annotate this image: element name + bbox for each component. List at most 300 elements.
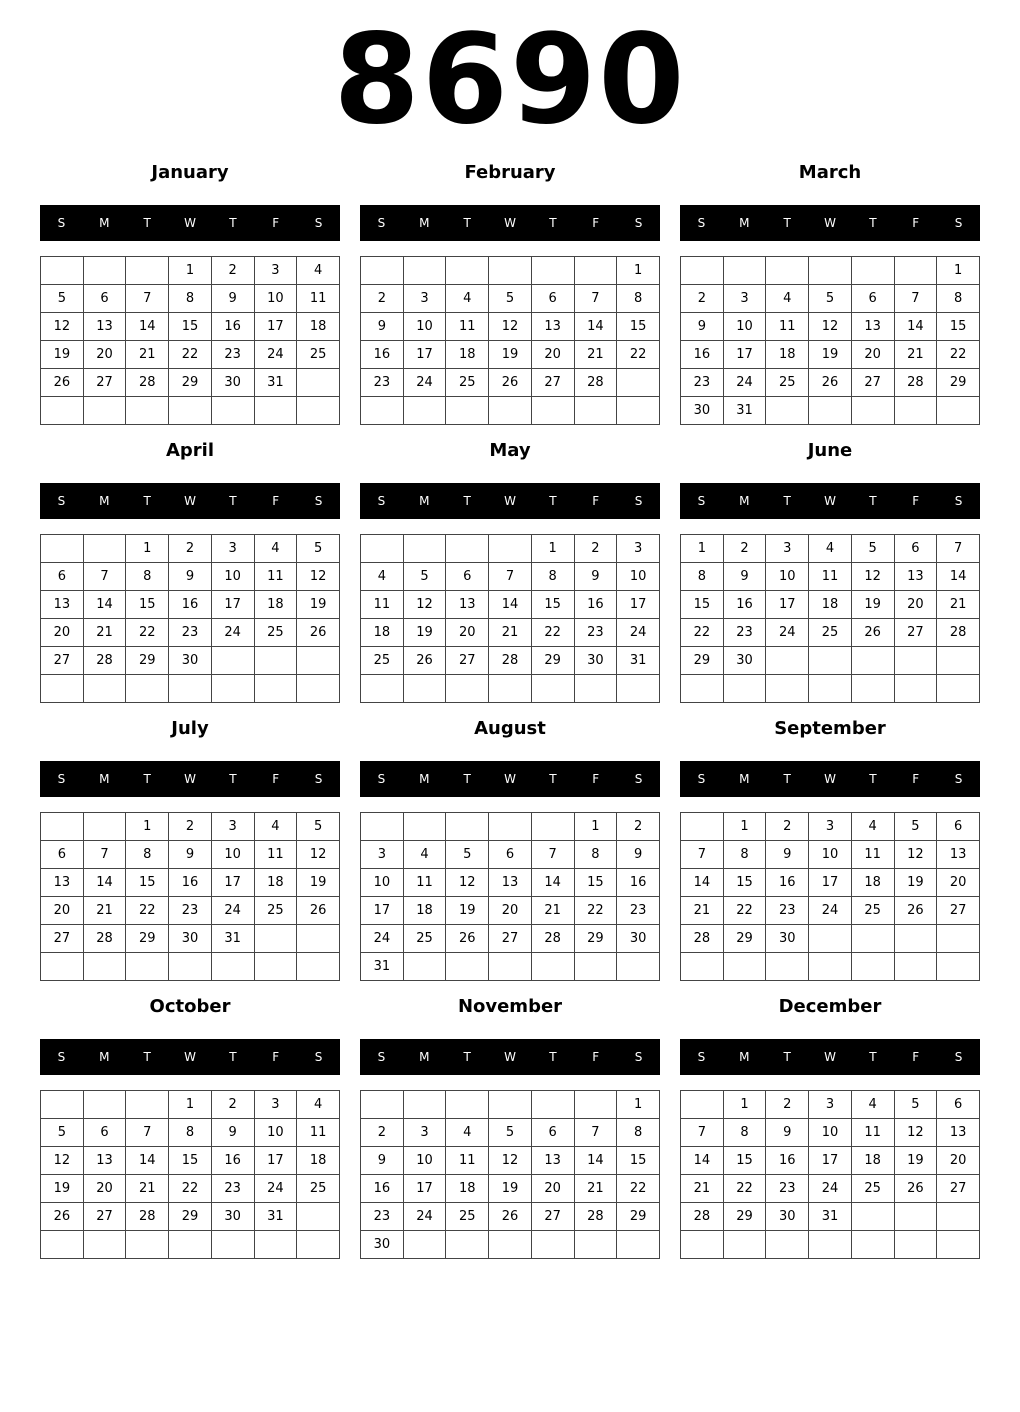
day-cell: 18 [809,591,852,619]
day-cell: 7 [126,285,169,313]
day-cell: 18 [851,1147,894,1175]
day-cell: 23 [681,369,724,397]
day-cell: 11 [297,285,340,313]
day-cell [809,925,852,953]
week-row [361,897,660,925]
day-cell [446,813,489,841]
day-cell: 25 [851,1175,894,1203]
weekday-label: M [739,494,750,508]
day-cell: 23 [617,897,660,925]
day-cell: 13 [83,1147,126,1175]
day-cell: 12 [403,591,446,619]
day-cell: 25 [809,619,852,647]
weekday-label: T [869,772,877,786]
day-cell [766,953,809,981]
weekday-label: M [99,494,110,508]
week-row [681,369,980,397]
day-cell: 21 [681,1175,724,1203]
day-cell: 1 [531,535,574,563]
day-cell [851,925,894,953]
day-cell [894,647,937,675]
day-cell [937,675,980,703]
day-cell: 9 [169,563,212,591]
day-cell: 26 [41,369,84,397]
day-cell: 5 [41,1119,84,1147]
day-cell: 31 [254,1203,297,1231]
day-cell: 28 [681,925,724,953]
day-cell [489,1091,532,1119]
week-row [41,313,340,341]
weekday-label: M [419,494,430,508]
day-cell: 11 [446,1147,489,1175]
weekday-header [680,483,980,519]
day-cell [361,675,404,703]
day-cell: 3 [403,1119,446,1147]
day-cell: 10 [254,1119,297,1147]
week-row [41,563,340,591]
day-cell: 3 [809,813,852,841]
day-cell [83,535,126,563]
day-cell: 17 [361,897,404,925]
day-cell: 1 [681,535,724,563]
day-cell [297,1203,340,1231]
day-cell [766,647,809,675]
day-cell [766,1231,809,1259]
day-cell: 29 [723,925,766,953]
day-cell [766,675,809,703]
day-cell: 8 [937,285,980,313]
day-cell: 3 [211,535,254,563]
week-row [361,813,660,841]
day-cell: 8 [723,841,766,869]
week-row [41,535,340,563]
weekday-label: W [504,494,516,508]
day-cell: 6 [894,535,937,563]
day-cell: 10 [403,1147,446,1175]
day-cell: 3 [254,257,297,285]
day-cell: 10 [766,563,809,591]
day-cell: 28 [681,1203,724,1231]
weekday-header [40,761,340,797]
days-grid [40,256,340,425]
day-cell [169,397,212,425]
day-cell: 21 [531,897,574,925]
day-cell: 9 [211,1119,254,1147]
weekday-label: W [184,1050,196,1064]
day-cell [531,257,574,285]
day-cell [403,535,446,563]
day-cell: 25 [361,647,404,675]
day-cell [531,397,574,425]
day-cell: 22 [723,897,766,925]
day-cell [297,397,340,425]
day-cell [937,953,980,981]
weekday-label: S [314,772,323,786]
day-cell: 21 [83,897,126,925]
day-cell: 21 [126,341,169,369]
day-cell: 4 [297,1091,340,1119]
day-cell: 15 [617,313,660,341]
days-grid [680,256,980,425]
day-cell: 30 [617,925,660,953]
day-cell: 29 [126,647,169,675]
weekday-label: F [592,494,600,508]
weekday-label: W [504,1050,516,1064]
day-cell [851,675,894,703]
weekday-label: T [463,494,471,508]
day-cell: 15 [937,313,980,341]
day-cell [531,1231,574,1259]
week-row [361,619,660,647]
day-cell [254,397,297,425]
day-cell: 8 [681,563,724,591]
day-cell: 11 [254,563,297,591]
weekday-label: S [954,494,963,508]
day-cell [403,1231,446,1259]
day-cell: 6 [937,813,980,841]
day-cell: 19 [446,897,489,925]
day-cell: 22 [723,1175,766,1203]
day-cell: 16 [766,1147,809,1175]
day-cell [361,813,404,841]
weekday-label: F [912,494,920,508]
weekday-label: T [783,494,791,508]
day-cell: 13 [531,313,574,341]
day-cell: 7 [126,1119,169,1147]
day-cell: 16 [211,1147,254,1175]
week-row [681,869,980,897]
month-name: September [774,718,886,739]
day-cell: 13 [851,313,894,341]
day-cell: 29 [723,1203,766,1231]
day-cell: 23 [169,619,212,647]
day-cell: 20 [41,619,84,647]
day-cell: 14 [681,869,724,897]
day-cell: 10 [617,563,660,591]
day-cell: 24 [361,925,404,953]
day-cell: 15 [126,591,169,619]
day-cell: 18 [766,341,809,369]
week-row [361,1203,660,1231]
month-name: May [489,440,531,461]
day-cell [894,953,937,981]
day-cell: 22 [169,341,212,369]
day-cell: 23 [574,619,617,647]
day-cell: 16 [617,869,660,897]
day-cell: 18 [446,341,489,369]
weekday-label: F [272,216,280,230]
weekday-header [40,483,340,519]
day-cell: 16 [574,591,617,619]
week-row [681,647,980,675]
day-cell [531,675,574,703]
day-cell: 15 [723,869,766,897]
week-row [41,1147,340,1175]
day-cell [297,369,340,397]
day-cell: 15 [617,1147,660,1175]
day-cell: 27 [83,369,126,397]
week-row [361,1175,660,1203]
week-row [41,841,340,869]
day-cell [41,1231,84,1259]
day-cell [41,397,84,425]
day-cell [297,647,340,675]
days-grid [680,1090,980,1259]
day-cell: 4 [403,841,446,869]
day-cell [489,1231,532,1259]
day-cell [937,397,980,425]
week-row [361,563,660,591]
weekday-label: F [912,772,920,786]
weekday-label: S [377,1050,386,1064]
day-cell [211,953,254,981]
week-row [681,563,980,591]
day-cell: 9 [169,841,212,869]
day-cell: 23 [361,369,404,397]
week-row [41,675,340,703]
weekday-label: S [314,216,323,230]
day-cell [723,257,766,285]
day-cell: 24 [617,619,660,647]
weekday-label: M [419,772,430,786]
day-cell: 6 [83,285,126,313]
weekday-label: S [377,216,386,230]
day-cell [446,675,489,703]
weekday-label: S [697,1050,706,1064]
day-cell: 7 [83,563,126,591]
week-row [41,1203,340,1231]
day-cell: 19 [489,1175,532,1203]
day-cell [489,397,532,425]
day-cell [83,953,126,981]
day-cell [297,675,340,703]
day-cell: 16 [211,313,254,341]
weekday-label: T [549,494,557,508]
weekday-header [360,761,660,797]
weekday-label: S [697,216,706,230]
weekday-label: S [57,494,66,508]
day-cell: 24 [254,1175,297,1203]
day-cell: 27 [531,369,574,397]
day-cell [126,953,169,981]
days-grid [40,812,340,981]
month-name: April [165,440,215,461]
day-cell: 11 [851,841,894,869]
day-cell: 4 [297,257,340,285]
week-row [41,897,340,925]
weekday-label: T [549,772,557,786]
week-row [41,369,340,397]
day-cell: 17 [766,591,809,619]
day-cell: 22 [531,619,574,647]
day-cell: 4 [254,535,297,563]
week-row [361,257,660,285]
day-cell: 19 [894,1147,937,1175]
day-cell: 4 [809,535,852,563]
day-cell: 15 [531,591,574,619]
day-cell: 15 [574,869,617,897]
day-cell: 30 [169,925,212,953]
day-cell: 25 [254,619,297,647]
day-cell: 28 [531,925,574,953]
day-cell: 11 [809,563,852,591]
day-cell [126,397,169,425]
weekday-label: F [272,494,280,508]
weekday-label: T [143,494,151,508]
week-row [681,1119,980,1147]
day-cell: 24 [809,1175,852,1203]
day-cell [83,397,126,425]
day-cell [297,953,340,981]
week-row [361,341,660,369]
day-cell: 1 [169,257,212,285]
day-cell: 24 [211,619,254,647]
day-cell: 22 [126,619,169,647]
day-cell: 16 [723,591,766,619]
week-row [681,897,980,925]
day-cell: 19 [851,591,894,619]
day-cell: 25 [297,341,340,369]
day-cell: 24 [254,341,297,369]
day-cell: 14 [83,591,126,619]
day-cell: 5 [446,841,489,869]
day-cell: 2 [211,1091,254,1119]
day-cell: 28 [937,619,980,647]
week-row [681,313,980,341]
day-cell: 30 [211,369,254,397]
weekday-label: S [697,772,706,786]
day-cell [766,397,809,425]
day-cell: 24 [403,369,446,397]
day-cell: 14 [574,1147,617,1175]
week-row [681,619,980,647]
day-cell: 25 [851,897,894,925]
day-cell: 14 [126,1147,169,1175]
weekday-label: W [824,216,836,230]
day-cell: 12 [851,563,894,591]
day-cell: 27 [489,925,532,953]
day-cell: 14 [574,313,617,341]
day-cell: 5 [489,285,532,313]
day-cell: 17 [254,313,297,341]
day-cell [894,675,937,703]
weekday-label: S [634,494,643,508]
weekday-label: M [99,772,110,786]
day-cell: 24 [723,369,766,397]
weekday-header [40,1039,340,1075]
day-cell: 2 [211,257,254,285]
day-cell: 23 [766,1175,809,1203]
day-cell: 14 [681,1147,724,1175]
week-row [361,869,660,897]
day-cell [446,953,489,981]
day-cell: 24 [766,619,809,647]
day-cell: 26 [894,1175,937,1203]
day-cell [809,647,852,675]
day-cell: 9 [766,1119,809,1147]
day-cell: 29 [681,647,724,675]
day-cell: 3 [361,841,404,869]
day-cell: 8 [531,563,574,591]
day-cell: 19 [489,341,532,369]
day-cell: 14 [489,591,532,619]
day-cell: 1 [169,1091,212,1119]
day-cell: 15 [723,1147,766,1175]
day-cell [489,675,532,703]
weekday-label: M [739,216,750,230]
day-cell: 8 [169,285,212,313]
weekday-label: T [463,772,471,786]
day-cell [254,647,297,675]
weekday-label: M [99,1050,110,1064]
day-cell [41,535,84,563]
weekday-label: M [419,1050,430,1064]
day-cell [403,675,446,703]
weekday-label: F [272,772,280,786]
weekday-label: T [869,1050,877,1064]
weekday-label: S [57,1050,66,1064]
day-cell: 10 [211,841,254,869]
day-cell: 12 [41,313,84,341]
day-cell: 28 [83,925,126,953]
day-cell: 12 [297,563,340,591]
day-cell [489,257,532,285]
day-cell: 30 [681,397,724,425]
day-cell: 17 [211,869,254,897]
day-cell: 13 [937,841,980,869]
week-row [41,647,340,675]
weekday-label: T [229,216,237,230]
week-row [361,925,660,953]
weekday-label: W [184,216,196,230]
weekday-label: W [824,772,836,786]
day-cell: 17 [403,341,446,369]
day-cell: 23 [723,619,766,647]
day-cell: 12 [894,1119,937,1147]
day-cell: 7 [894,285,937,313]
week-row [361,1119,660,1147]
weekday-label: T [143,772,151,786]
day-cell [574,257,617,285]
day-cell: 25 [403,925,446,953]
day-cell: 5 [489,1119,532,1147]
day-cell [681,1091,724,1119]
day-cell: 6 [83,1119,126,1147]
weekday-label: T [783,1050,791,1064]
week-row [41,397,340,425]
day-cell: 26 [297,897,340,925]
day-cell: 30 [766,1203,809,1231]
weekday-label: S [57,772,66,786]
day-cell: 26 [851,619,894,647]
day-cell: 20 [489,897,532,925]
weekday-label: S [314,1050,323,1064]
day-cell: 8 [574,841,617,869]
day-cell: 6 [446,563,489,591]
weekday-label: S [634,1050,643,1064]
day-cell: 3 [211,813,254,841]
day-cell: 4 [446,285,489,313]
weekday-label: T [143,216,151,230]
week-row [681,1203,980,1231]
day-cell: 15 [169,1147,212,1175]
day-cell: 20 [894,591,937,619]
day-cell: 12 [489,313,532,341]
day-cell: 20 [41,897,84,925]
day-cell: 27 [851,369,894,397]
day-cell [574,675,617,703]
week-row [681,813,980,841]
